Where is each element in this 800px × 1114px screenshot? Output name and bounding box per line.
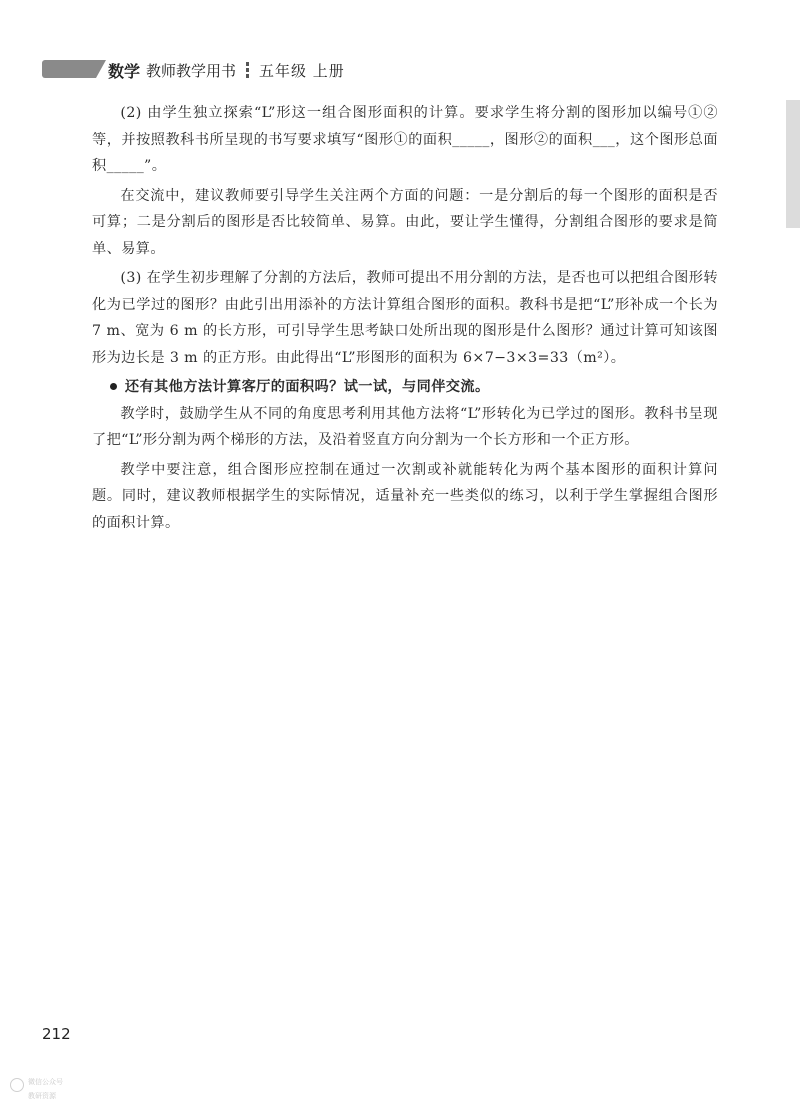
- paragraph-discussion: 在交流中，建议教师要引导学生关注两个方面的问题：一是分割后的每一个图形的面积是否可算；二是分割后的图形是否比较简单、易算。由此，要让学生懂得，分割组合图形的要求是简单、易算。: [92, 187, 718, 257]
- header-grade: 五年级 上册: [259, 61, 345, 80]
- watermark-line2: 教研资源: [28, 1092, 56, 1100]
- page-number: 212: [42, 1025, 71, 1043]
- running-header: [108, 58, 345, 82]
- body-text: [92, 100, 718, 536]
- header-separator-icon: [246, 62, 249, 78]
- watermark-icon: [10, 1078, 24, 1092]
- watermark: [10, 1078, 90, 1106]
- bullet-heading: [92, 374, 718, 401]
- paragraph-teaching: 教学时，鼓励学生从不同的角度思考利用其他方法将“L”形转化为已学过的图形。教科书呈现了把“L”形分割为两个梯形的方法，及沿着竖直方向分割为一个长方形和一个正方形。: [92, 405, 718, 448]
- watermark-line1: 微信公众号: [28, 1078, 63, 1086]
- bullet-heading-text: 还有其他方法计算客厅的面积吗？试一试，与同伴交流。: [124, 379, 490, 395]
- paragraph-step-2: (2) 由学生独立探索“L”形这一组合图形面积的计算。要求学生将分割的图形加以编号①②等，并按照教科书所呈现的书写要求填写“图形①的面积_____，图形②的面积___，这个图形总面积_____”。: [92, 105, 718, 174]
- header-book-title: 教师教学用书: [146, 61, 237, 80]
- paragraph-notes: 教学中要注意，组合图形应控制在通过一次割或补就能转化为两个基本图形的面积计算问题。同时，建议教师根据学生的实际情况，适量补充一些类似的练习，以利于学生掌握组合图形的面积计算。: [92, 461, 718, 531]
- side-tab: [786, 100, 800, 228]
- header-subject: 数学: [108, 61, 141, 81]
- paragraph-step-3: (3) 在学生初步理解了分割的方法后，教师可提出不用分割的方法，是否也可以把组合图形转化为已学过的图形？由此引出用添补的方法计算组合图形的面积。教科书是把“L”形补成一个长为 7 m、宽为 6 m 的长方形，可引导学生思考缺口处所出现的图形是什么图形？通过计算可知该图形为边长是 3 m 的正方形。由此得出“L”形图形的面积为 6×7−3×3=33（m²）。: [92, 270, 718, 366]
- header-band: [42, 60, 96, 78]
- bullet-dot-icon: [110, 383, 117, 390]
